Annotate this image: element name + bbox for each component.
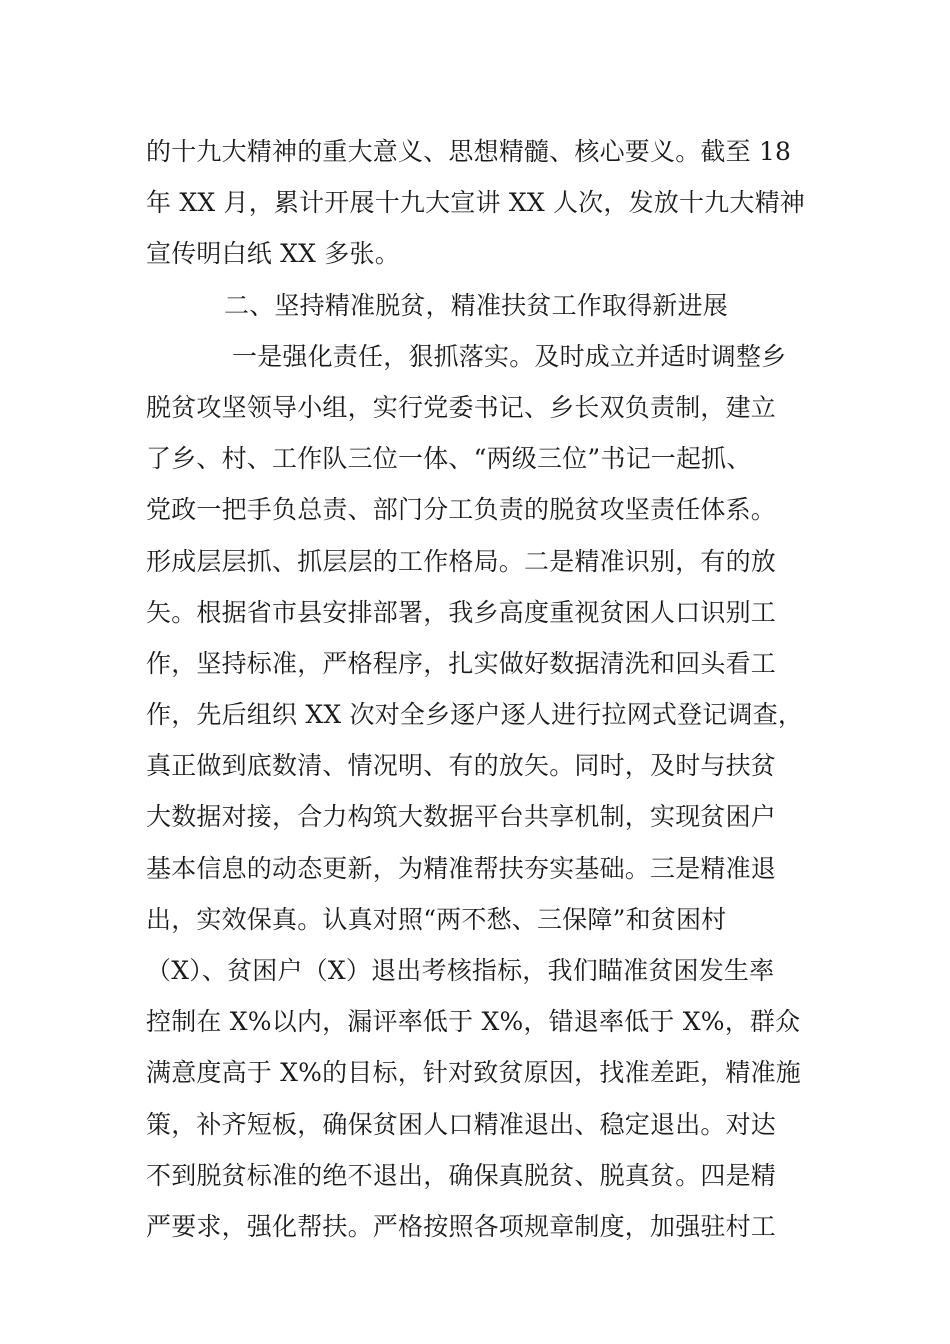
text-line: 大数据对接，合力构筑大数据平台共享机制，实现贫困户 bbox=[146, 802, 777, 832]
text-line: 了乡、村、工作队三位一体、“两级三位”书记一起抓、 bbox=[146, 444, 752, 474]
text-line: 年 XX 月，累计开展十九大宣讲 XX 人次，发放十九大精神 bbox=[146, 188, 805, 218]
text-line: 作，坚持标准，严格程序，扎实做好数据清洗和回头看工 bbox=[146, 648, 777, 678]
text-line: 党政一把手负总责、部门分工负责的脱贫攻坚责任体系。 bbox=[146, 495, 777, 525]
body-text bbox=[146, 126, 814, 1252]
text-line: 一是强化责任，狠抓落实。及时成立并适时调整乡 bbox=[232, 341, 787, 371]
text-line: 控制在 X%以内，漏评率低于 X%，错退率低于 X%，群众 bbox=[146, 1007, 801, 1037]
text-line: 脱贫攻坚领导小组，实行党委书记、乡长双负责制，建立 bbox=[146, 392, 777, 422]
text-line: 严要求，强化帮扶。严格按照各项规章制度，加强驻村工 bbox=[146, 1211, 777, 1241]
text-line: 作，先后组织 XX 次对全乡逐户逐人进行拉网式登记调查， bbox=[146, 700, 804, 730]
section-heading: 二、坚持精准脱贫，精准扶贫工作取得新进展 bbox=[224, 290, 729, 320]
text-line: 策，补齐短板，确保贫困人口精准退出、稳定退出。对达 bbox=[146, 1109, 777, 1139]
text-line: 基本信息的动态更新，为精准帮扶夯实基础。三是精准退 bbox=[146, 853, 777, 883]
text-line: 不到脱贫标准的绝不退出，确保真脱贫、脱真贫。四是精 bbox=[146, 1160, 777, 1190]
text-line: 形成层层抓、抓层层的工作格局。二是精准识别，有的放 bbox=[146, 546, 777, 576]
text-line: 矢。根据省市县安排部署，我乡高度重视贫困人口识别工 bbox=[146, 597, 777, 627]
text-line: 宣传明白纸 XX 多张。 bbox=[146, 239, 400, 269]
text-line: 满意度高于 X%的目标，针对致贫原因，找准差距，精准施 bbox=[146, 1058, 801, 1088]
text-line: 的十九大精神的重大意义、思想精髓、核心要义。截至 18 bbox=[146, 137, 792, 166]
text-line: （X）、贫困户（X）退出考核指标，我们瞄准贫困发生率 bbox=[146, 956, 775, 985]
text-line: 出，实效保真。认真对照“两不愁、三保障”和贫困村 bbox=[146, 904, 727, 934]
text-line: 真正做到底数清、情况明、有的放矢。同时，及时与扶贫 bbox=[146, 751, 777, 781]
